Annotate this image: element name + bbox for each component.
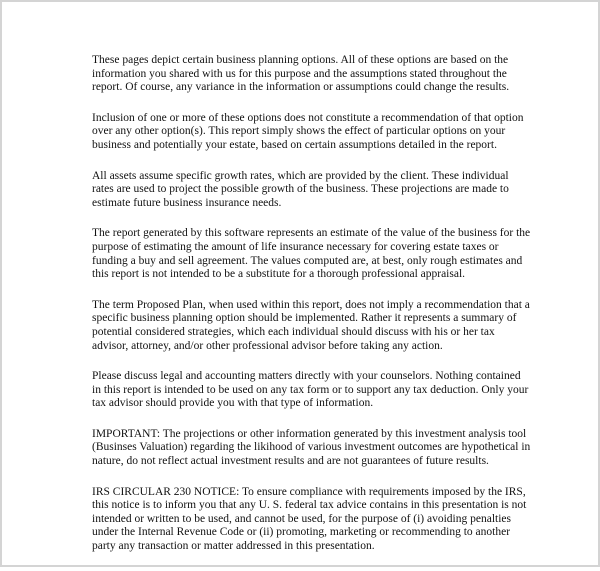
paragraph-inclusion-disclaimer: Inclusion of one or more of these options does not constitute a recommendation of that option over any other option(s). This report simply shows the effect of particular options on your business and potentially your estate, based on certain assumptions detailed in the report.: [92, 111, 524, 151]
document-body: [92, 54, 532, 571]
paragraph-proposed-plan: The term Proposed Plan, when used within this report, does not imply a recommendation that a specific business planning option should be implemented. Rather it represents a summary of potential considered strategies, which each individual should discuss with his or her tax advisor, attorney, and/or other professional advisor before taking any action.: [92, 298, 530, 352]
paragraph-growth-rates: All assets assume specific growth rates, which are provided by the client. These individual rates are used to project the possible growth of the business. These projections are made to estimate future business insurance needs.: [92, 169, 509, 209]
paragraph-legal-accounting: Please discuss legal and accounting matters directly with your counselors. Nothing contained in this report is intended to be used on any tax form or to support any tax deduction. Only your tax advisor should provide you with that type of information.: [92, 370, 529, 410]
paragraph-planning-options: These pages depict certain business planning options. All of these options are based on the information you shared with us for this purpose and the assumptions stated throughout the report. Of course, any variance in the information or assumptions could change the results.: [92, 54, 510, 94]
paragraph-report-estimate: The report generated by this software represents an estimate of the value of the business for the purpose of estimating the amount of life insurance necessary for covering estate taxes or funding a buy and sell agreement. The values computed are, at best, only rough estimates and this report is not intended to be a substitute for a thorough professional appraisal.: [92, 227, 531, 281]
paragraph-important-notice: IMPORTANT: The projections or other information generated by this investment analysis tool (Businses Valuation) regarding the likihood of various investment outcomes are hypothetical in nature, do not reflect actual investment results and are not guarantees of future results.: [92, 427, 531, 468]
paragraph-irs-circular-notice: IRS CIRCULAR 230 NOTICE: To ensure compliance with requirements imposed by the IRS, this notice is to inform you that any U. S. federal tax advice contains in this presentation is not intended or written to be used, and cannot be used, for the purpose of (i) avoiding penalties under the Internal Revenue Code or (ii) promoting, marketing or recommending to another party any transaction or matter addressed in this presentation.: [92, 485, 527, 553]
